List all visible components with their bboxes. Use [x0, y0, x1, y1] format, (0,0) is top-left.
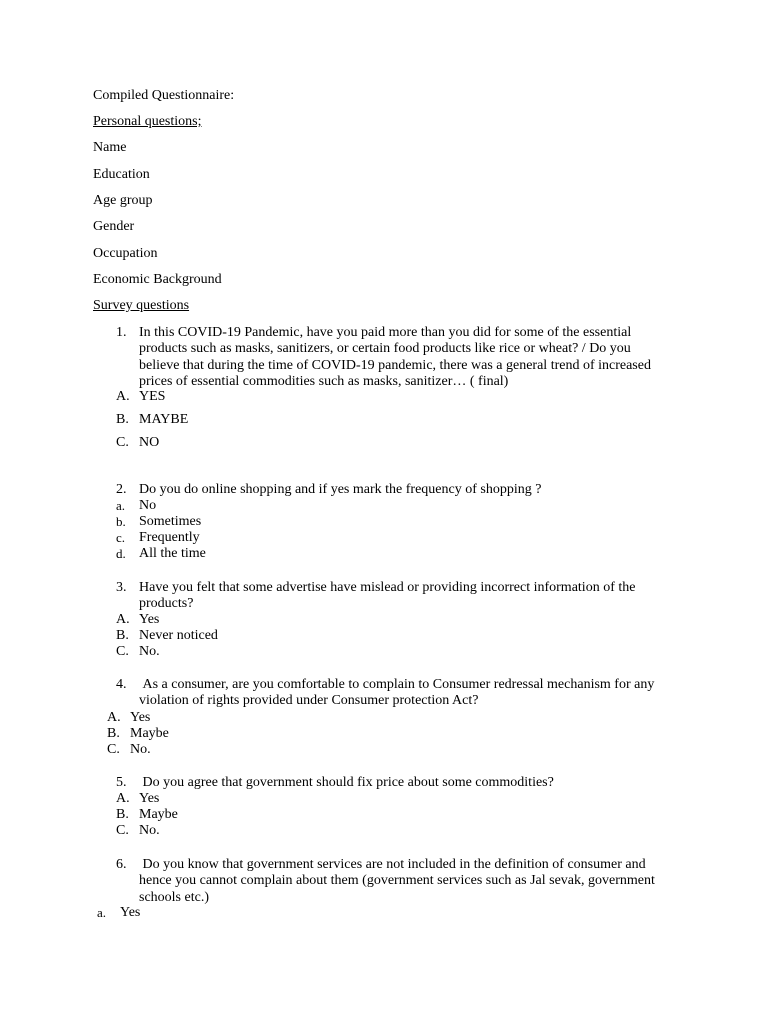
- question-number: 2.: [116, 482, 127, 497]
- option-text: Yes: [120, 905, 141, 920]
- question-text: Do you do online shopping and if yes mark the frequency of shopping ?: [139, 482, 542, 497]
- personal-field-gender: Gender: [93, 219, 135, 234]
- option-label: B.: [107, 726, 120, 741]
- option-text: Never noticed: [139, 628, 218, 643]
- survey-questions-heading: Survey questions: [93, 298, 190, 313]
- option-label: B.: [116, 412, 129, 427]
- option-text: All the time: [139, 546, 206, 561]
- option-label: a.: [97, 905, 107, 920]
- option-label: B.: [116, 628, 129, 643]
- option-label: a.: [116, 498, 126, 513]
- question-text: Do you know that government services are not included in the definition of consumer and hence you cannot complain about them (government services such as Jal sevak, government schools etc.): [139, 857, 659, 905]
- option-text: Sometimes: [139, 514, 202, 529]
- question-text: In this COVID-19 Pandemic, have you paid more than you did for some of the essential products such as masks, sanitizers, or certain food products like rice or wheat? / Do you believe that during the time of COVID-19 pandemic, there was a general trend of increased prices of essential commodities such as masks, sanitizer… ( final): [139, 325, 651, 389]
- option-text: Maybe: [139, 807, 178, 822]
- option-text: MAYBE: [139, 412, 189, 427]
- option-label: C.: [116, 435, 129, 450]
- option-label: C.: [116, 823, 129, 838]
- personal-field-age-group: Age group: [93, 193, 153, 208]
- question-text: Do you agree that government should fix price about some commodities?: [139, 775, 554, 790]
- option-text: Yes: [139, 791, 160, 806]
- question-number: 3.: [116, 580, 127, 595]
- option-label: d.: [116, 546, 126, 561]
- option-label: A.: [107, 710, 121, 725]
- personal-field-education: Education: [93, 167, 150, 182]
- question-number: 5.: [116, 775, 127, 790]
- question-text: Have you felt that some advertise have mislead or providing incorrect information of the products?: [139, 580, 636, 612]
- personal-field-economic-background: Economic Background: [93, 272, 222, 287]
- option-label: C.: [116, 644, 129, 659]
- option-text: Frequently: [139, 530, 200, 545]
- option-label: A.: [116, 389, 130, 404]
- question-number: 4.: [116, 677, 127, 692]
- personal-questions-heading: Personal questions;: [93, 114, 202, 129]
- option-text: NO: [139, 435, 160, 450]
- option-text: No.: [139, 644, 160, 659]
- document-title: Compiled Questionnaire:: [93, 88, 235, 103]
- option-text: Maybe: [130, 726, 169, 741]
- personal-field-name: Name: [93, 140, 127, 155]
- option-label: A.: [116, 612, 130, 627]
- option-label: B.: [116, 807, 129, 822]
- option-label: c.: [116, 530, 126, 545]
- question-number: 1.: [116, 325, 127, 340]
- question-text: As a consumer, are you comfortable to complain to Consumer redressal mechanism for any violation of rights provided under Consumer protection Act?: [139, 677, 658, 709]
- option-text: YES: [139, 389, 166, 404]
- option-label: A.: [116, 791, 130, 806]
- option-text: No.: [130, 742, 151, 757]
- personal-field-occupation: Occupation: [93, 246, 158, 261]
- option-label: C.: [107, 742, 120, 757]
- option-label: b.: [116, 514, 126, 529]
- option-text: Yes: [139, 612, 160, 627]
- option-text: No: [139, 498, 157, 513]
- question-number: 6.: [116, 857, 127, 872]
- option-text: Yes: [130, 710, 151, 725]
- option-text: No.: [139, 823, 160, 838]
